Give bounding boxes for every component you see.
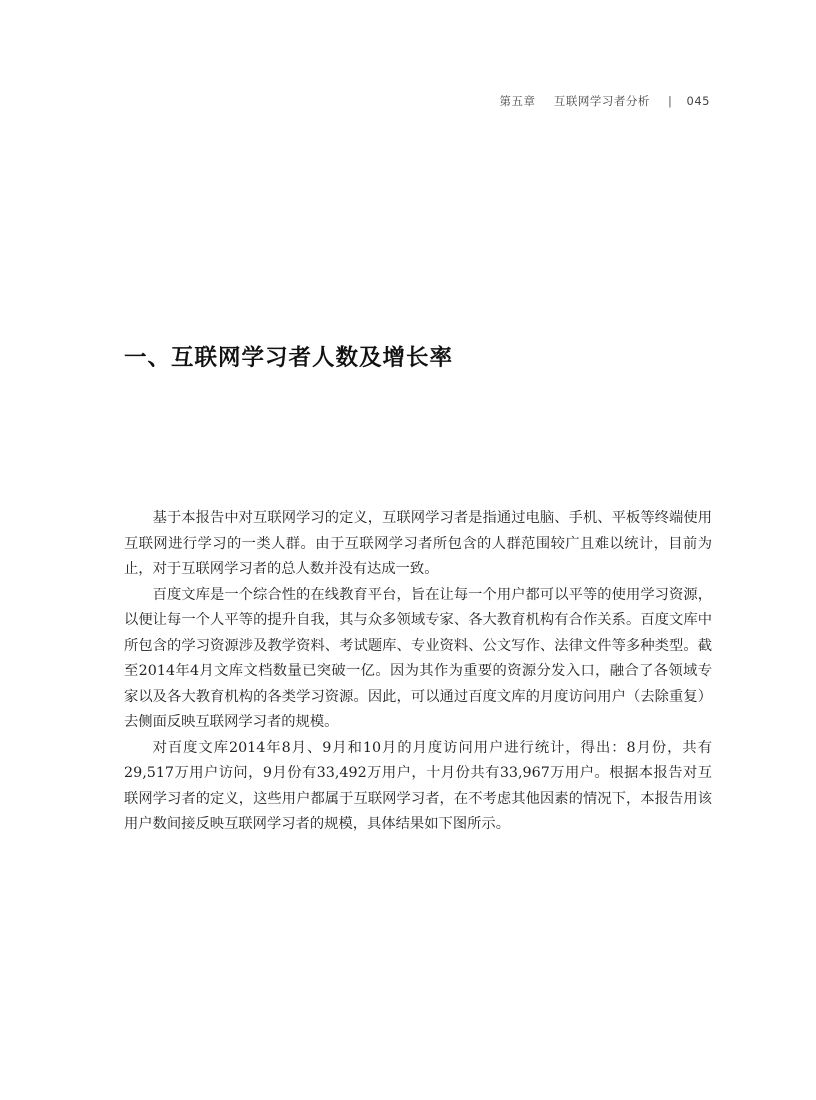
body-text bbox=[124, 506, 712, 838]
paragraph-3: 对百度文库2014年8月、9月和10月的月度访问用户进行统计，得出：8月份，共有29,517万用户访问，9月份有33,492万用户，十月份共有33,967万用户。根据本报告对互联网学习者的定义，这些用户都属于互联网学习者，在不考虑其他因素的情况下，本报告用该用户数间接反映互联网学习者的规模，具体结果如下图所示。 bbox=[124, 739, 712, 832]
chapter-label: 第五章 bbox=[499, 94, 536, 108]
header-separator: | bbox=[668, 94, 673, 108]
section-title: 一、互联网学习者人数及增长率 bbox=[124, 345, 454, 371]
page-number: 045 bbox=[686, 94, 710, 108]
paragraph-1: 基于本报告中对互联网学习的定义，互联网学习者是指通过电脑、手机、平板等终端使用互联网进行学习的一类人群。由于互联网学习者所包含的人群范围较广且难以统计，目前为止，对于互联网学习者的总人数并没有达成一致。 bbox=[124, 510, 712, 577]
paragraph-2: 百度文库是一个综合性的在线教育平台，旨在让每一个用户都可以平等的使用学习资源，以便让每一个人平等的提升自我，其与众多领域专家、各大教育机构有合作关系。百度文库中所包含的学习资源涉及教学资料、考试题库、专业资料、公文写作、法律文件等多种类型。截至2014年4月文库文档数量已突破一亿。因为其作为重要的资源分发入口，融合了各领域专家以及各大教育机构的各类学习资源。因此，可以通过百度文库的月度访问用户（去除重复）去侧面反映互联网学习者的规模。 bbox=[124, 586, 712, 730]
chapter-title: 互联网学习者分析 bbox=[553, 94, 650, 108]
running-header bbox=[500, 93, 710, 109]
